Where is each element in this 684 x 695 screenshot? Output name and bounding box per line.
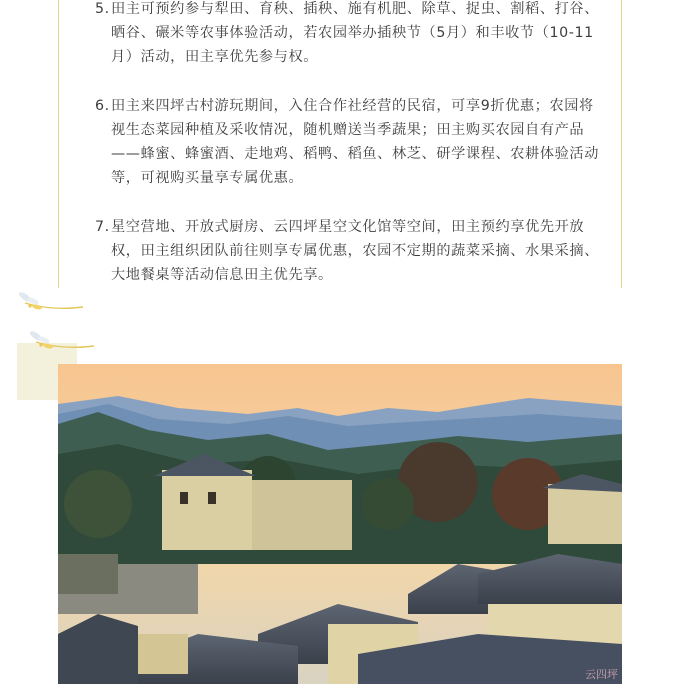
list-item-text: 田主可预约参与犁田、育秧、插秧、施有机肥、除草、捉虫、割稻、打谷、晒谷、碾米等农事体验活动，若农园举办插秧节（5月）和丰收节（10-11月）活动，田主享优先参与权。 — [111, 1, 599, 65]
village-landscape-image — [58, 364, 622, 684]
watermark-logo: 云四坪 — [585, 668, 618, 681]
list-item-number: 6. — [95, 98, 110, 114]
village-photo — [58, 364, 622, 684]
leaf-sprig-icon — [17, 289, 87, 319]
list-item-text: 田主来四坪古村游玩期间，入住合作社经营的民宿，可享9折优惠；农园将视生态菜园种植及采收情况，随机赠送当季蔬果；田主购买农园自有产品——蜂蜜、蜂蜜酒、走地鸡、稻鸭、稻鱼、林芝、研学课程、农耕体验活动等，可视购买量享专属优惠。 — [111, 98, 599, 186]
leaf-sprig-icon — [28, 328, 98, 358]
list-item-6 — [95, 94, 605, 190]
list-item-number: 5. — [95, 1, 110, 17]
list-item-number: 7. — [95, 219, 110, 235]
list-item-text: 星空营地、开放式厨房、云四坪星空文化馆等空间，田主预约享优先开放权，田主组织团队前往则享专属优惠，农园不定期的蔬菜采摘、水果采摘、大地餐桌等活动信息田主优先享。 — [111, 219, 599, 283]
list-item-5 — [95, 0, 605, 69]
list-item-7 — [95, 215, 605, 287]
